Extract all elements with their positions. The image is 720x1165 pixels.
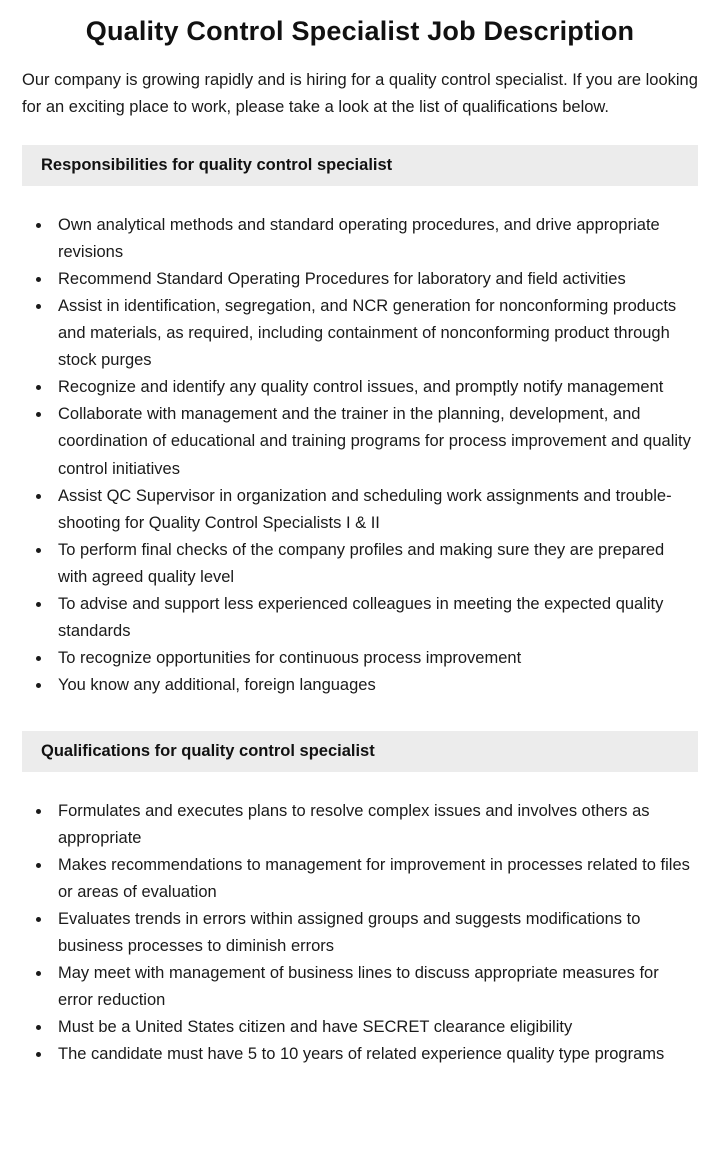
- qualifications-heading: Qualifications for quality control specialist: [22, 731, 698, 772]
- list-item: • Makes recommendations to management for improvement in processes related to files or areas of evaluation: [52, 852, 698, 906]
- list-item: • Collaborate with management and the trainer in the planning, development, and coordination of educational and training programs for process improvement and quality control initiatives: [52, 401, 698, 482]
- list-item: • Recommend Standard Operating Procedures for laboratory and field activities: [52, 266, 698, 293]
- list-item: • Must be a United States citizen and have SECRET clearance eligibility: [52, 1014, 698, 1041]
- intro-paragraph: Our company is growing rapidly and is hiring for a quality control specialist. If you are looking for an exciting place to work, please take a look at the list of qualifications below.: [22, 71, 698, 117]
- qualifications-list: [22, 798, 698, 1068]
- list-item: • Formulates and executes plans to resolve complex issues and involves others as appropriate: [52, 798, 698, 852]
- list-item: • Assist QC Supervisor in organization and scheduling work assignments and trouble-shooting for Quality Control Specialists I & II: [52, 483, 698, 537]
- list-item: • To advise and support less experienced colleagues in meeting the expected quality standards: [52, 591, 698, 645]
- list-item: • Recognize and identify any quality control issues, and promptly notify management: [52, 374, 698, 401]
- list-item: • To recognize opportunities for continuous process improvement: [52, 645, 698, 672]
- qualifications-section: [22, 731, 698, 1068]
- list-item: • You know any additional, foreign languages: [52, 672, 698, 699]
- list-item: • Evaluates trends in errors within assigned groups and suggests modifications to business processes to diminish errors: [52, 906, 698, 960]
- list-item: • Own analytical methods and standard operating procedures, and drive appropriate revisions: [52, 212, 698, 266]
- list-item: • The candidate must have 5 to 10 years of related experience quality type programs: [52, 1041, 698, 1068]
- list-item: • To perform final checks of the company profiles and making sure they are prepared with agreed quality level: [52, 537, 698, 591]
- list-item: • Assist in identification, segregation, and NCR generation for nonconforming products and materials, as required, including containment of nonconforming product through stock purges: [52, 293, 698, 374]
- responsibilities-section: [22, 145, 698, 699]
- responsibilities-list: [22, 212, 698, 699]
- page-title: Quality Control Specialist Job Description: [85, 16, 635, 46]
- list-item: • May meet with management of business lines to discuss appropriate measures for error reduction: [52, 960, 698, 1014]
- responsibilities-heading: Responsibilities for quality control specialist: [22, 145, 698, 186]
